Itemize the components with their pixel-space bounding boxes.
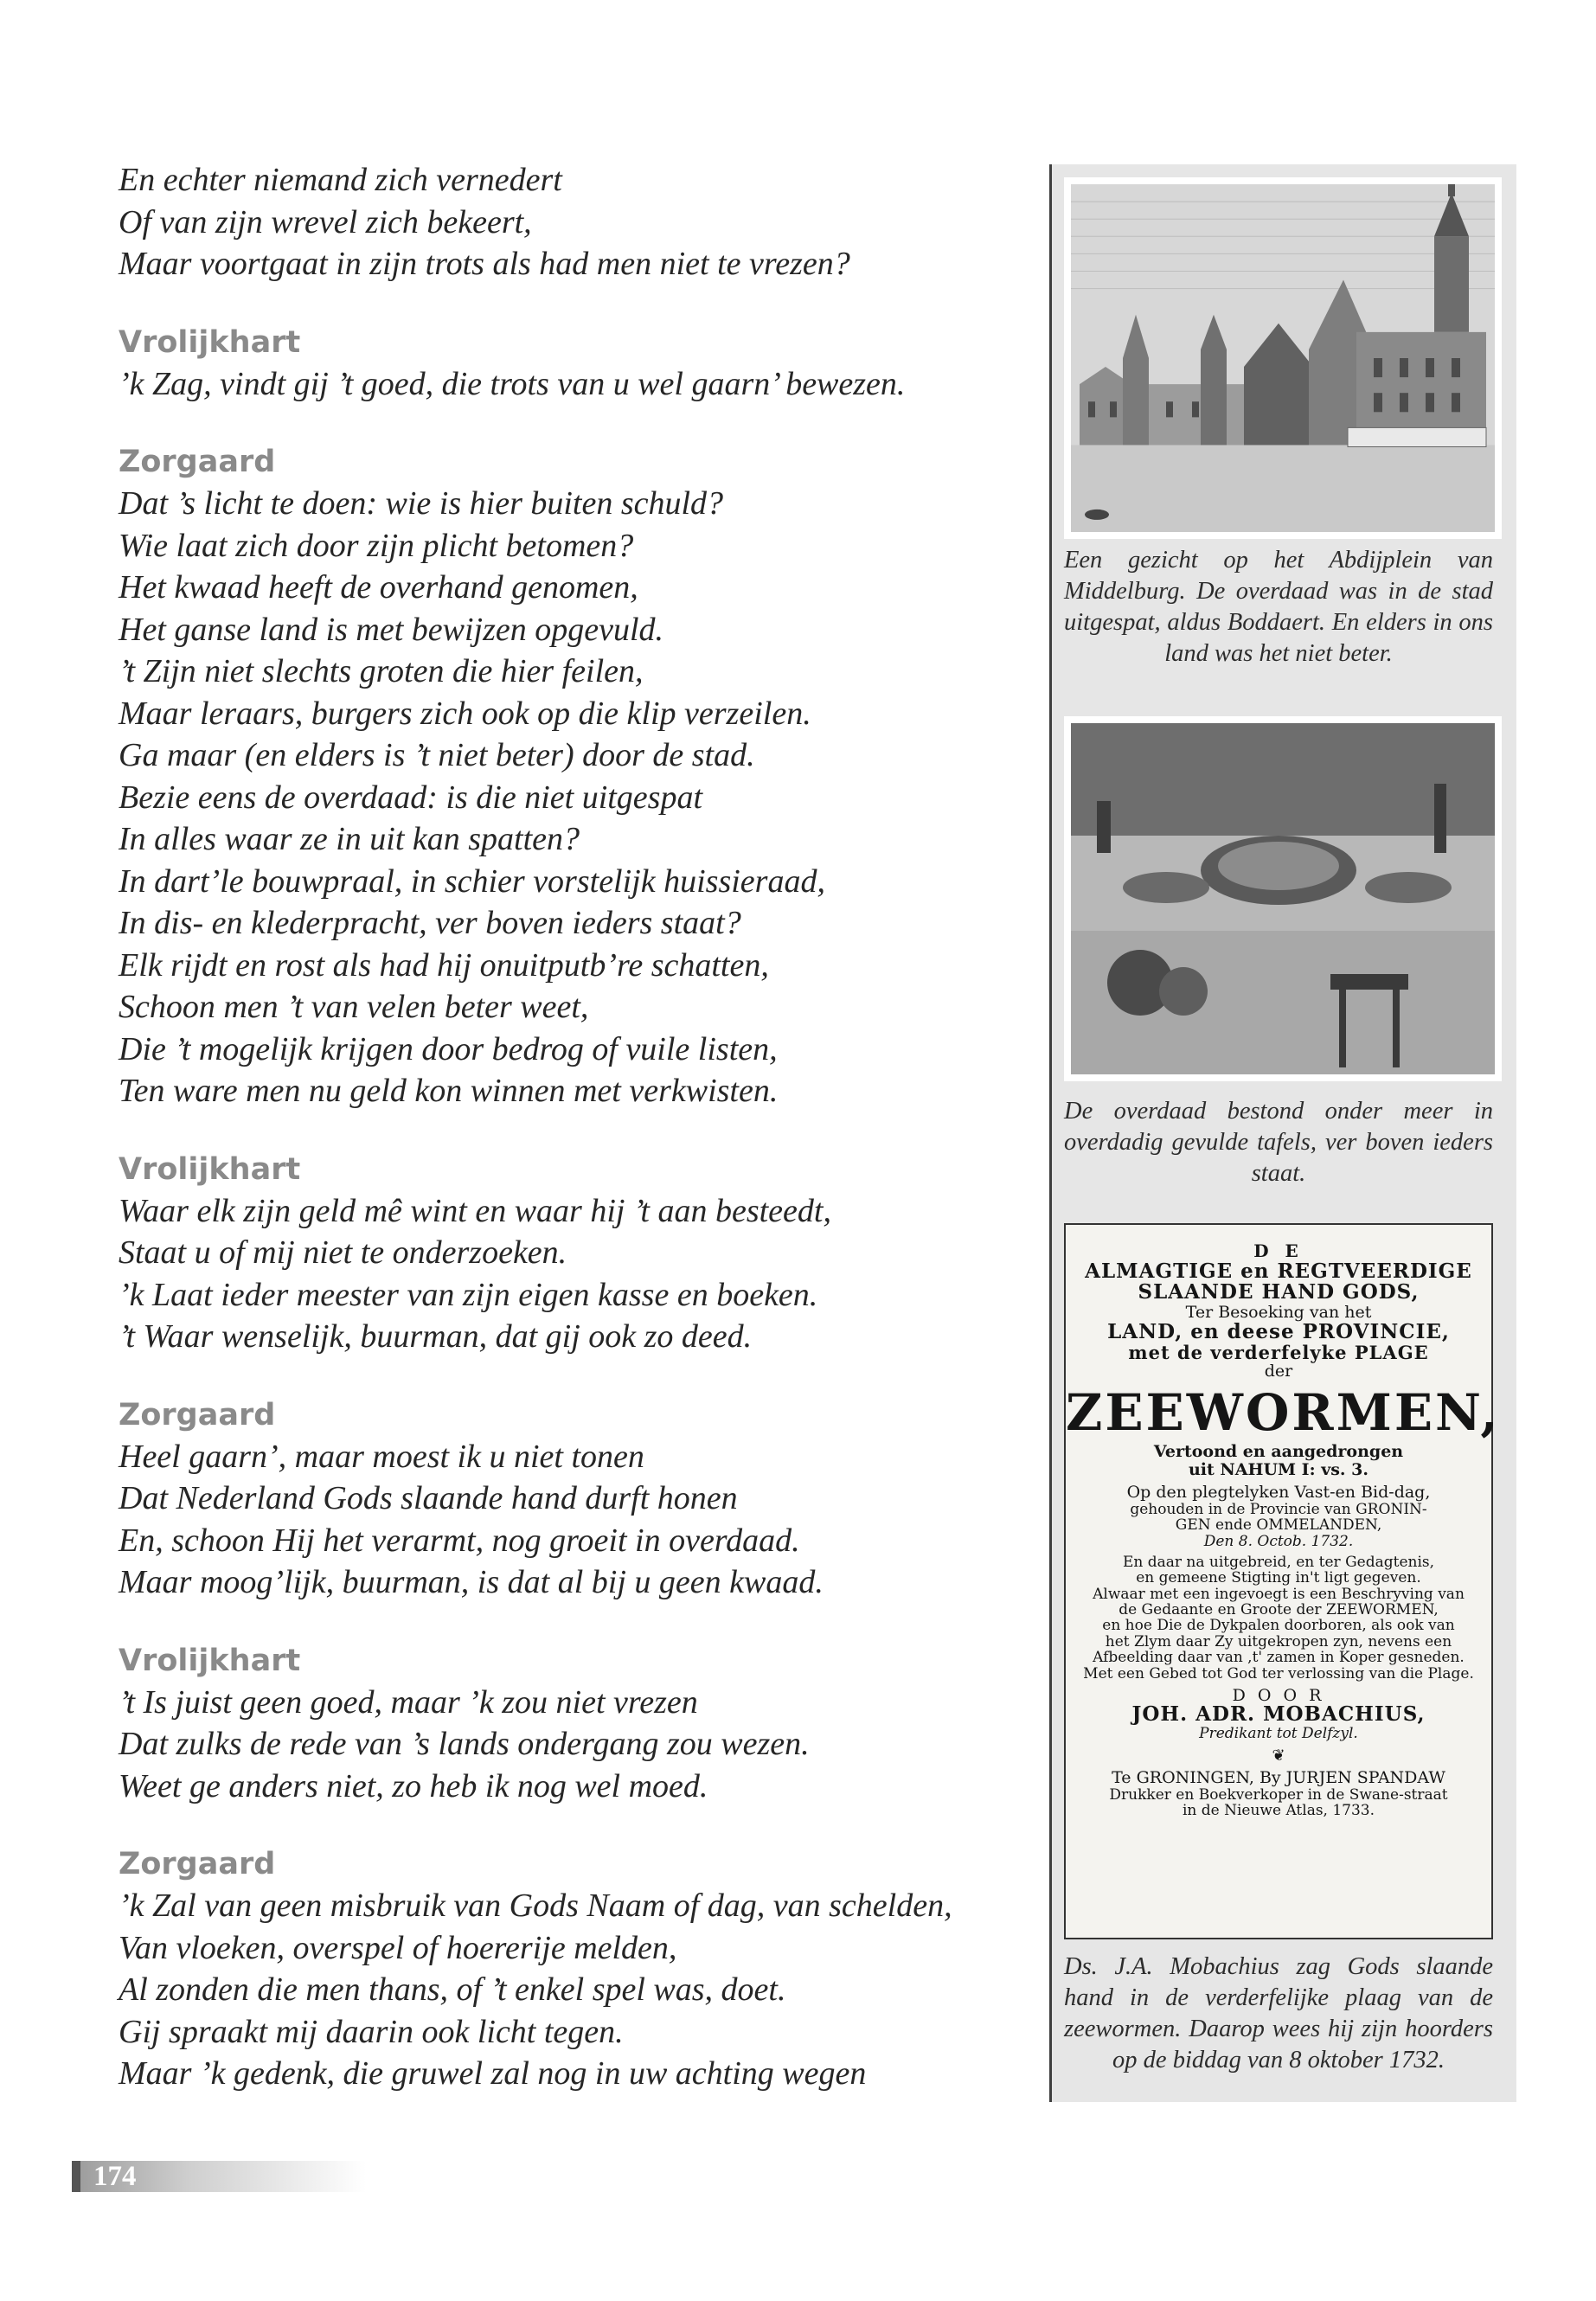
speaker-name: Zorgaard	[119, 1397, 276, 1433]
tp-line: Te GRONINGEN, By JURJEN SPANDAW	[1112, 1768, 1445, 1788]
verse-line: Maar ’k gedenk, die gruwel zal nog in uw achting wegen	[119, 2055, 867, 2092]
tp-line: D E	[1253, 1240, 1304, 1261]
stanza	[119, 1843, 1001, 2095]
verse-line: Het kwaad heeft de overhand genomen,	[119, 569, 638, 606]
verse-line: En, schoon Hij het verarmt, nog groeit in overdaad.	[119, 1522, 800, 1559]
tp-line: in de Nieuwe Atlas, 1733.	[1182, 1801, 1375, 1819]
verse-line: Maar voortgaat in zijn trots als had men niet te vrezen?	[119, 246, 850, 282]
verse-line: Maar leraars, burgers zich ook op die klip verzeilen.	[119, 695, 811, 732]
verse-line: Al zonden die men thans, of ’t enkel spel was, doet.	[119, 1971, 786, 2008]
verse-line: In dart’le bouwpraal, in schier vorstelijk huissieraad,	[119, 862, 825, 900]
verse-line: Die ’t mogelijk krijgen door bedrog of vuile listen,	[119, 1030, 778, 1067]
speaker-name: Zorgaard	[119, 1847, 276, 1881]
tp-line: SLAANDE HAND GODS,	[1138, 1280, 1420, 1304]
stanza	[119, 1149, 1001, 1358]
abdijplein-image	[1071, 184, 1495, 532]
abdijplein-engraving	[1064, 177, 1502, 539]
stanza	[119, 441, 1001, 1112]
speaker-name: Vrolijkhart	[119, 1151, 301, 1187]
verse-line: ’k Zag, vindt gij ’t goed, die trots van u wel gaarn’ bewezen.	[119, 365, 906, 402]
verse-line: En echter niemand zich vernedert	[119, 162, 562, 198]
verse-line: ’t Zijn niet slechts groten die hier feilen,	[119, 653, 644, 689]
tp-line: LAND, en deese PROVINCIE,	[1107, 1319, 1450, 1343]
stanza	[119, 159, 1001, 285]
tp-line: en gemeene Stigting in't ligt gegeven.	[1136, 1569, 1421, 1587]
speaker-name: Vrolijkhart	[119, 324, 301, 360]
verse-line: Dat Nederland Gods slaande hand durft honen	[119, 1480, 738, 1516]
verse-line: Weet ge anders niet, zo heb ik nog wel moed.	[119, 1767, 708, 1804]
tp-line: Vertoond en aangedrongen	[1153, 1442, 1404, 1462]
caption-feast: De overdaad bestond onder meer in overdadig gevulde tafels, ver boven ieders staat.	[1064, 1098, 1493, 1187]
verse-line: Staat u of mij niet te onderzoeken.	[119, 1234, 567, 1271]
verse-line: Ga maar (en elders is ’t niet beter) door de stad.	[119, 737, 755, 773]
verse-line: Wie laat zich door zijn plicht betomen?	[119, 527, 634, 564]
caption-mobachius: Ds. J.A. Mobachius zag Gods slaande hand in de verderfelijke plaag van de zeewormen. Daarop wees hij zijn hoorders op de biddag van 8 oktober 1732.	[1064, 1953, 1493, 2073]
tp-line: GEN ende OMMELANDEN,	[1175, 1516, 1382, 1535]
tp-ornament: ❦	[1272, 1746, 1285, 1765]
tp-line: Ter Besoeking van het	[1185, 1303, 1372, 1323]
footer-mark	[72, 2161, 80, 2192]
speaker-name: Zorgaard	[119, 445, 276, 479]
verse-line: Heel gaarn’, maar moest ik u niet tonen	[119, 1438, 644, 1475]
verse-line: ’k Zal van geen misbruik van Gods Naam of dag, van schelden,	[119, 1888, 952, 1924]
verse-line: Dat ’s licht te doen: wie is hier buiten schuld?	[119, 485, 724, 522]
verse-line: Bezie eens de overdaad: is die niet uitgespat	[119, 779, 703, 816]
tp-line: Afbeelding daar van ,t' zamen in Koper gesneden.	[1093, 1649, 1465, 1667]
verse-line: ’t Waar wenselijk, buurman, dat gij ook zo deed.	[119, 1318, 753, 1355]
poem-text	[119, 159, 1001, 2131]
verse-line: Van vloeken, overspel of hoererije melden,	[119, 1929, 677, 1966]
mobachius-title-page	[1064, 1223, 1501, 1939]
verse-line: ’k Laat ieder meester van zijn eigen kasse en boeken.	[119, 1276, 818, 1313]
verse-line: ’t Is juist geen goed, maar ’k zou niet vrezen	[119, 1683, 698, 1721]
stanza	[119, 1640, 1001, 1808]
verse-line: Gij spraakt mij daarin ook licht tegen.	[119, 2013, 624, 2050]
verse-line: Ten ware men nu geld kon winnen met verkwisten.	[119, 1073, 779, 1109]
verse-line: Schoon men ’t van velen beter weet,	[119, 989, 589, 1025]
stanza	[119, 1394, 1001, 1604]
verse-line: Maar moog’lijk, buurman, is dat al bij u geen kwaad.	[119, 1564, 824, 1600]
tp-line: met de verderfelyke PLAGE	[1128, 1341, 1429, 1363]
verse-line: Het ganse land is met bewijzen opgevuld.	[119, 611, 664, 648]
tp-line: en hoe Die de Dykpalen doorboren, als ook van	[1102, 1617, 1455, 1635]
tp-line: het Zlym daar Zy uitgekropen zyn, nevens een	[1105, 1632, 1452, 1650]
tp-line: En daar na uitgebreid, en ter Gedagtenis,	[1122, 1554, 1435, 1572]
tp-line: Den 8. Octob. 1732.	[1203, 1532, 1354, 1550]
verse-line: In alles waar ze in uit kan spatten?	[119, 821, 580, 857]
verse-line: Dat zulks de rede van ’s lands ondergang zou wezen.	[119, 1726, 810, 1762]
tp-line: Drukker en Boekverkoper in de Swane-straat	[1109, 1785, 1448, 1804]
verse-line: Of van zijn wrevel zich bekeert,	[119, 203, 532, 240]
caption-abdijplein: Een gezicht op het Abdijplein van Middelburg. De overdaad was in de stad uitgespat, aldus Boddaert. En elders in ons land was het niet beter.	[1064, 547, 1493, 667]
tp-line: der	[1264, 1362, 1293, 1381]
tp-line: ALMAGTIGE en REGTVEERDIGE	[1085, 1259, 1472, 1283]
tp-line: JOH. ADR. MOBACHIUS,	[1131, 1702, 1426, 1727]
tp-line: Predikant tot Delfzyl.	[1199, 1725, 1358, 1743]
tp-title-zeewormen: ZEEWORMEN,	[1066, 1382, 1501, 1442]
speaker-name: Vrolijkhart	[119, 1643, 301, 1678]
feast-table-image	[1071, 723, 1495, 1074]
tp-line: Alwaar met een ingevoegt is een Beschryving van	[1093, 1585, 1465, 1603]
tp-line: Op den plegtelyken Vast-en Bid-dag,	[1126, 1483, 1431, 1503]
page-number: 174	[93, 2161, 137, 2192]
verse-line: Elk rijdt en rost als had hij onuitputb’re schatten,	[119, 946, 769, 984]
stanza	[119, 322, 1001, 406]
feast-table-engraving	[1064, 716, 1502, 1081]
tp-line: gehouden in de Provincie van GRONIN-	[1130, 1500, 1427, 1518]
tp-line: Met een Gebed tot God ter verlossing van die Plage.	[1083, 1664, 1474, 1682]
verse-line: In dis- en klederpracht, ver boven ieders staat?	[119, 905, 741, 941]
verse-line: Waar elk zijn geld mê wint en waar hij ’t aan besteedt,	[119, 1192, 831, 1229]
tp-line: D O O R	[1232, 1685, 1325, 1705]
tp-line: uit NAHUM I: vs. 3.	[1188, 1459, 1369, 1479]
tp-line: de Gedaante en Groote der ZEEWORMEN,	[1118, 1601, 1439, 1619]
